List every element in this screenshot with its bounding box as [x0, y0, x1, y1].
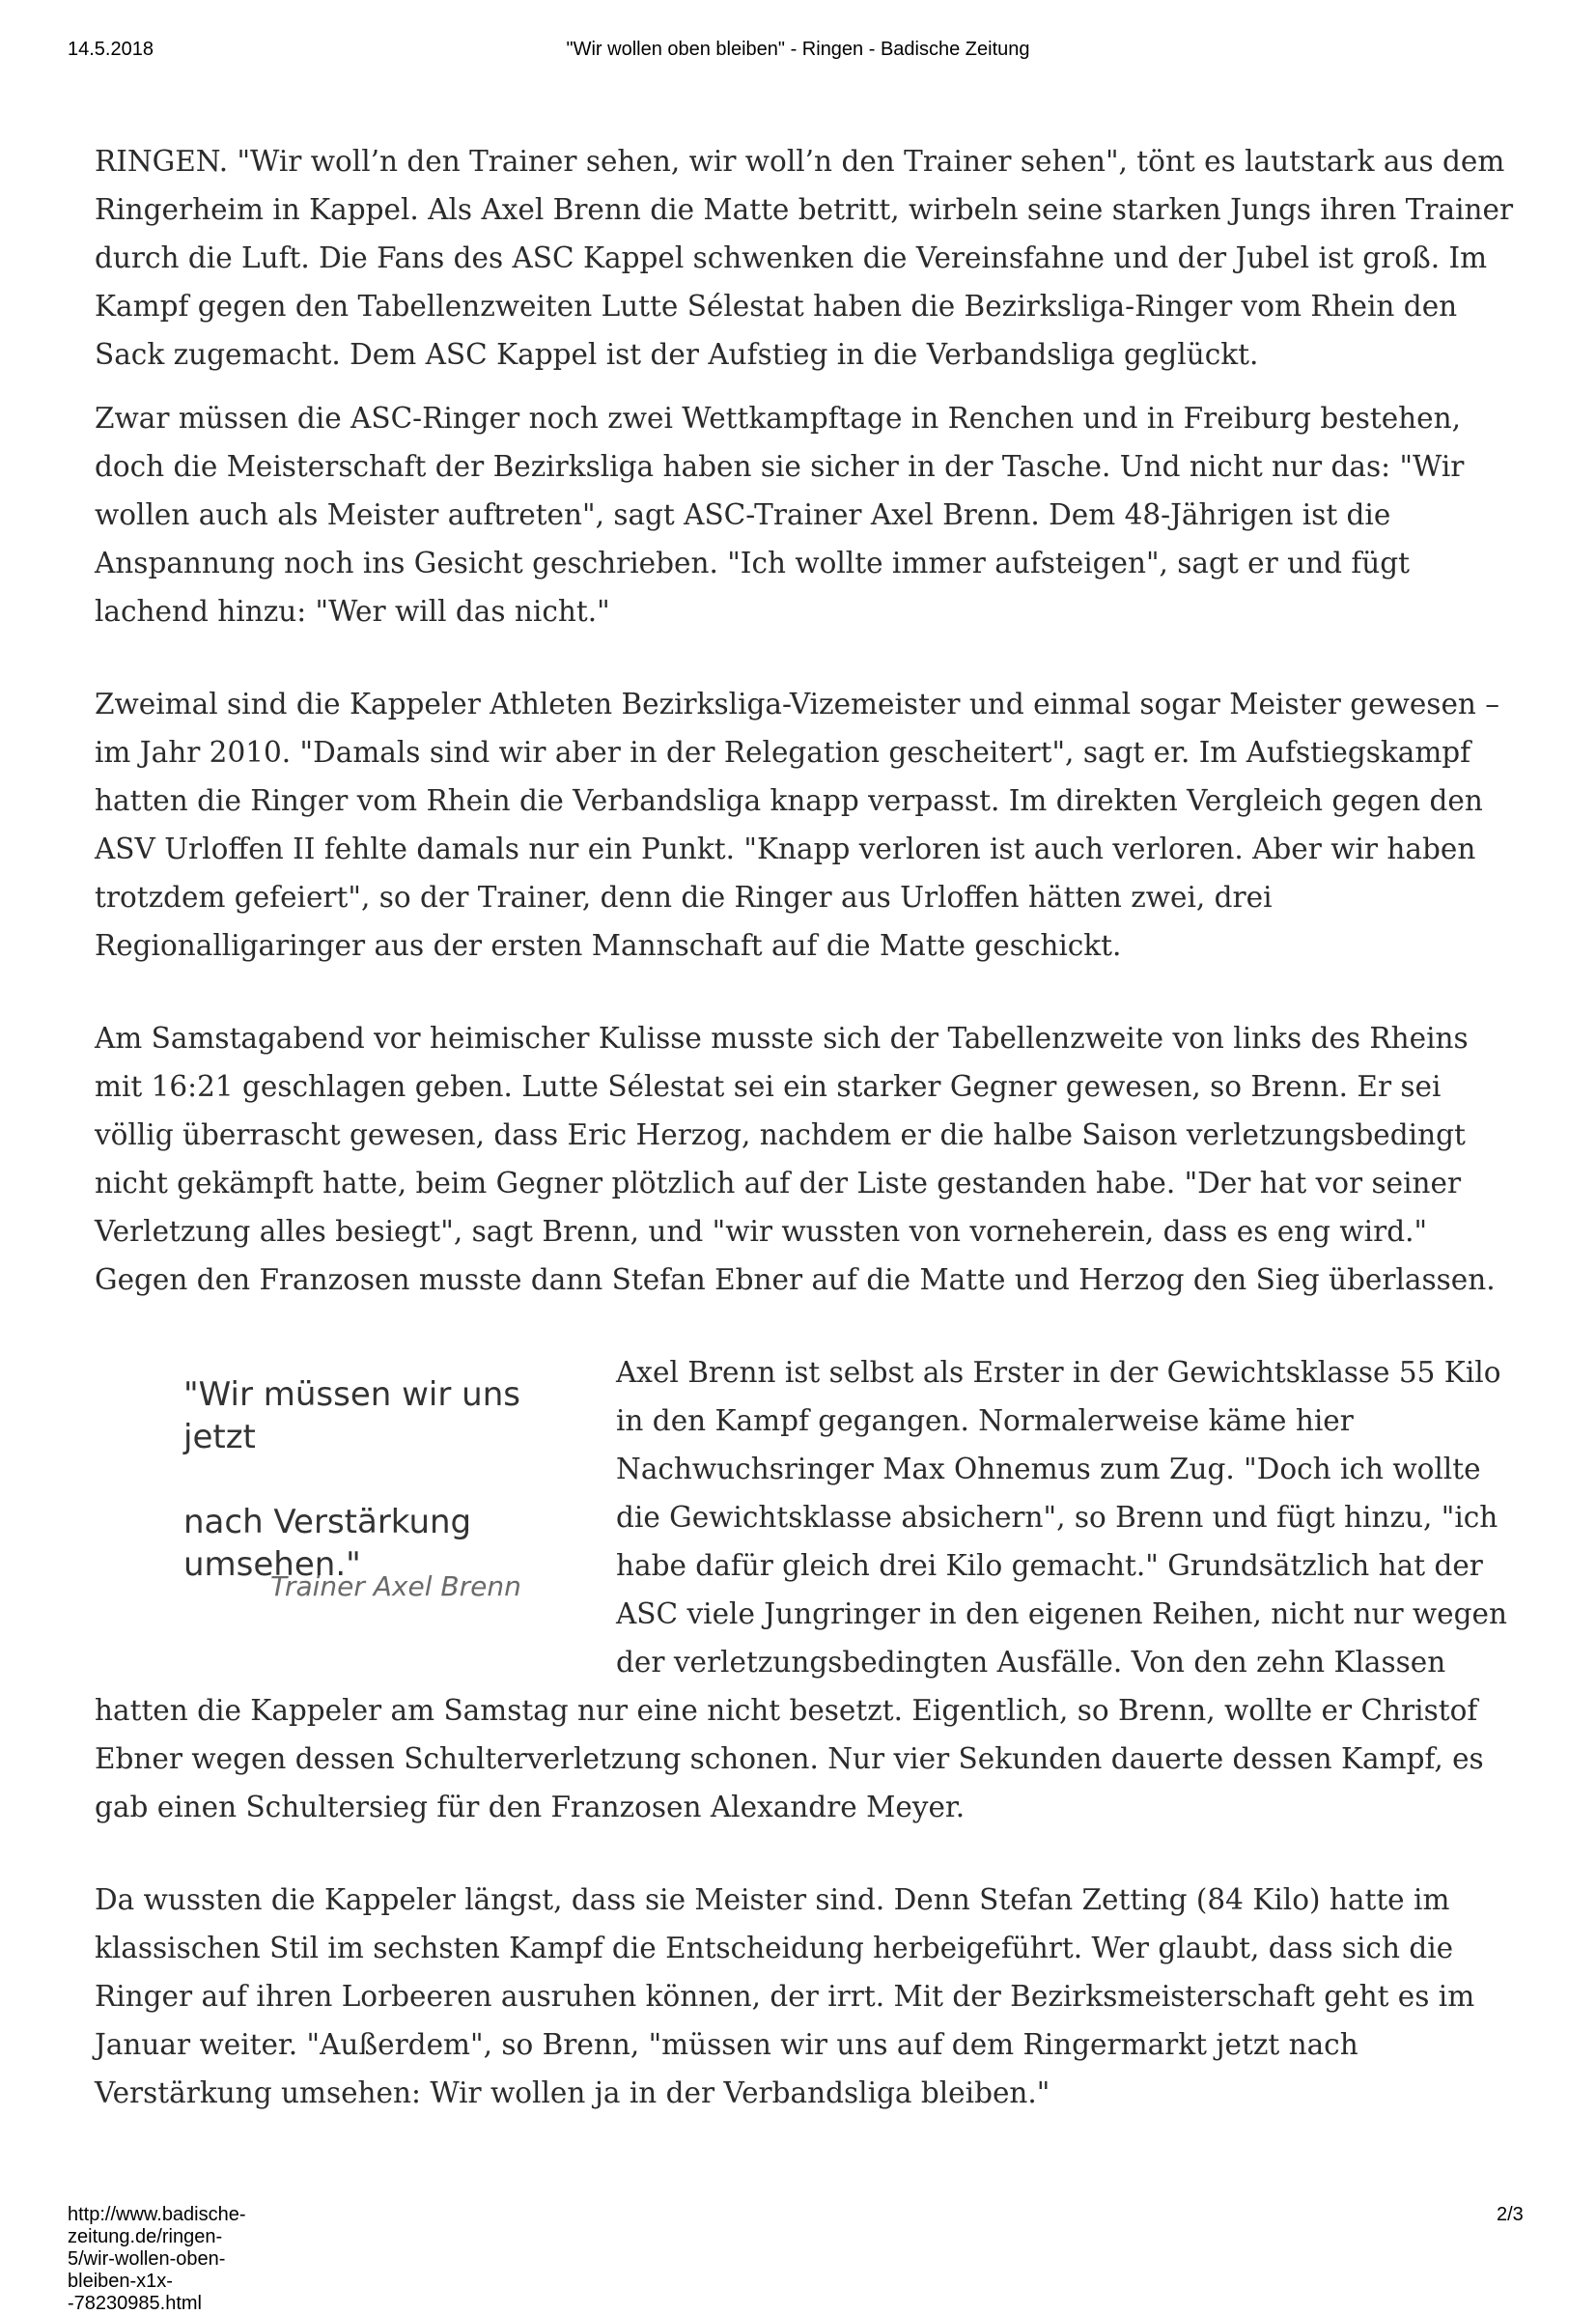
pull-quote [95, 1348, 616, 1677]
article-paragraph: Am Samstagabend vor heimischer Kulisse musste sich der Tabellenzweite von links des Rheins mit 16:21 geschlagen geben. Lutte Sélestat sei ein starker Gegner gewesen, so Brenn. Er sei völlig überrascht gewesen, dass Eric Herzog, nachdem er die halbe Saison verletzungsbedingt nicht gekämpft hatte, beim Gegner plötzlich auf der Liste gestanden habe. "Der hat vor seiner Verletzung alles besiegt", sagt Brenn, und "wir wussten von vorneherein, dass es eng wird." Gegen den Franzosen musste dann Stefan Ebner auf die Matte und Herzog den Sieg überlassen. [95, 1022, 1496, 1296]
page-number: 2/3 [1497, 2204, 1524, 2225]
pull-quote-text [183, 1373, 599, 1586]
article-paragraph: Zweimal sind die Kappeler Athleten Bezirksliga-Vizemeister und einmal sogar Meister gewesen – im Jahr 2010. "Damals sind wir aber in der Relegation gescheitert", sagt er. Im Aufstiegskampf hatten die Ringer vom Rhein die Verbandsliga knapp verpasst. Im direkten Vergleich gegen den ASV Urloffen II fehlte damals nur ein Punkt. "Knapp verloren ist auch verloren. Aber wir haben trotzdem gefeiert", so der Trainer, denn die Ringer aus Urloffen hätten zwei, drei Regionalligaringer aus der ersten Mannschaft auf die Matte geschickt. [95, 688, 1500, 962]
article-paragraph: Da wussten die Kappeler längst, dass sie Meister sind. Denn Stefan Zetting (84 Kilo) hatte im klassischen Stil im sechsten Kampf die Entscheidung herbeigeführt. Wer glaubt, dass sich die Ringer auf ihren Lorbeeren ausruhen können, der irrt. Mit der Bezirksmeisterschaft geht es im Januar weiter. "Außerdem", so Brenn, "müssen wir uns auf dem Ringermarkt jetzt nach Verstärkung umsehen: Wir wollen ja in der Verbandsliga bleiben." [95, 1883, 1475, 2109]
article-url-link[interactable]: http://www.badische-zeitung.de/ringen-5/wir-wollen-oben-bleiben-x1x--78230985.html [68, 2204, 246, 2314]
print-date: 14.5.2018 [68, 39, 154, 60]
article-paragraph: RINGEN. "Wir woll’n den Trainer sehen, wir woll’n den Trainer sehen", tönt es lautstark aus dem Ringerheim in Kappel. Als Axel Brenn die Matte betritt, wirbeln seine starken Jungs ihren Trainer durch die Luft. Die Fans des ASC Kappel schwenken die Vereinsfahne und der Jubel ist groß. Im Kampf gegen den Tabellenzweiten Lutte Sélestat haben die Bezirksliga-Ringer vom Rhein den Sack zugemacht. Dem ASC Kappel ist der Aufstieg in die Verbandsliga geglückt. [95, 145, 1514, 371]
article-body [95, 137, 1524, 2117]
print-title: "Wir wollen oben bleiben" - Ringen - Badische Zeitung [566, 39, 1030, 60]
pull-quote-line: nach Verstärkung umsehen." [183, 1503, 472, 1584]
pull-quote-attribution: Trainer Axel Brenn [270, 1570, 521, 1602]
pull-quote-line: "Wir müssen wir uns jetzt [183, 1375, 520, 1456]
article-paragraph: Axel Brenn ist selbst als Erster in der Gewichtsklasse 55 Kilo in den Kampf gegangen. Normalerweise käme hier Nachwuchsringer Max Ohnemus zum Zug. "Doch ich wollte die Gewichtsklasse absichern", so Brenn und fügt hinzu, "ich habe dafür gleich drei Kilo gemacht." Grundsätzlich hat der ASC viele Jungringer in den eigenen Reihen, nicht nur wegen der verletzungsbedingten Ausfälle. Von den zehn Klassen hatten die Kappeler am Samstag nur eine nicht besetzt. Eigentlich, so Brenn, wollte er Christof Ebner wegen dessen Schulterverletzung schonen. Nur vier Sekunden dauerte dessen Kampf, es gab einen Schultersieg für den Franzosen Alexandre Meyer. [95, 1356, 1507, 1823]
article-paragraph: Zwar müssen die ASC-Ringer noch zwei Wettkampftage in Renchen und in Freiburg bestehen, doch die Meisterschaft der Bezirksliga haben sie sicher in der Tasche. Und nicht nur das: "Wir wollen auch als Meister auftreten", sagt ASC-Trainer Axel Brenn. Dem 48-Jährigen ist die Anspannung noch ins Gesicht geschrieben. "Ich wollte immer aufsteigen", sagt er und fügt lachend hinzu: "Wer will das nicht." [95, 402, 1465, 628]
